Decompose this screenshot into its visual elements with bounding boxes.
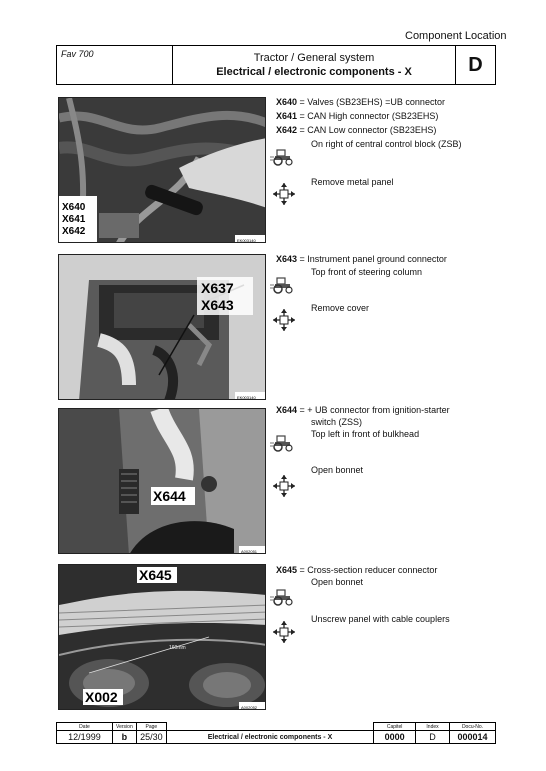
section-letter: D xyxy=(455,46,495,84)
footer-version: b xyxy=(112,731,136,744)
legend-line xyxy=(276,405,450,415)
photo-id: A002052 xyxy=(241,705,258,710)
footer-label-page: Page xyxy=(136,723,166,731)
connector-code: X644 xyxy=(276,405,298,415)
footer-title: Electrical / electronic components - X xyxy=(166,731,373,744)
photo-x645-x002 xyxy=(58,564,266,710)
four-way-arrows-icon xyxy=(272,308,296,332)
legend-line xyxy=(276,125,436,135)
footer-label-doc-no: Docu-No. xyxy=(450,723,496,731)
photo-label: X643 xyxy=(201,297,234,313)
location-text: Open bonnet xyxy=(311,577,364,587)
header-title-line1: Tractor / General system xyxy=(253,52,375,64)
connector-desc: = Cross-section reducer connector xyxy=(299,565,438,575)
connector-desc: = + UB connector from ignition-starter xyxy=(299,405,450,415)
photo-x637-x643 xyxy=(58,254,266,400)
photo-label: X002 xyxy=(85,689,118,705)
photo-id: EK003140 xyxy=(237,395,256,400)
connector-code: X642 xyxy=(276,125,298,135)
connector-code: X640 xyxy=(276,97,298,107)
photo-label: X642 xyxy=(62,226,86,237)
legend-line xyxy=(276,565,437,575)
photo-label: X641 xyxy=(62,214,86,225)
footer-date: 12/1999 xyxy=(57,731,113,744)
photo-x644 xyxy=(58,408,266,554)
action-text: Unscrew panel with cable couplers xyxy=(311,614,450,624)
legend-line xyxy=(276,111,438,121)
legend-line xyxy=(276,254,447,264)
component-location-heading: Component Location xyxy=(405,30,507,42)
document-header xyxy=(56,45,496,85)
header-title-line2: Electrical / electronic components - X xyxy=(216,66,412,78)
model-name: Fav 700 xyxy=(57,46,173,84)
photo-label: X644 xyxy=(153,488,186,504)
four-way-arrows-icon xyxy=(272,474,296,498)
four-way-arrows-icon xyxy=(272,182,296,206)
tractor-icon xyxy=(270,588,296,606)
connector-code: X641 xyxy=(276,111,298,121)
footer-label-version: Version xyxy=(112,723,136,731)
legend-line xyxy=(276,97,445,107)
photo-id: A002051 xyxy=(241,549,258,554)
footer-label-date: Date xyxy=(57,723,113,731)
tractor-icon xyxy=(270,434,296,452)
action-text: Open bonnet xyxy=(311,465,364,475)
action-text: Remove cover xyxy=(311,303,370,313)
footer-label-chapter: Capitel xyxy=(374,723,416,731)
footer-index: D xyxy=(416,731,450,744)
document-footer xyxy=(56,722,496,744)
connector-desc: = CAN Low connector (SB23EHS) xyxy=(299,125,437,135)
tractor-icon xyxy=(270,276,296,294)
tractor-icon xyxy=(270,148,296,166)
location-text: Top left in front of bulkhead xyxy=(311,429,420,439)
photo-label: X640 xyxy=(62,202,86,213)
action-text: Remove metal panel xyxy=(311,177,394,187)
connector-code: X643 xyxy=(276,254,298,264)
photo-id: EK003140 xyxy=(237,238,256,243)
footer-page: 25/30 xyxy=(136,731,166,744)
footer-label-blank xyxy=(166,723,373,731)
photo-x640-x642 xyxy=(58,97,266,243)
header-title xyxy=(173,46,455,84)
continuation-text: switch (ZSS) xyxy=(311,417,363,427)
location-text: On right of central control block (ZSB) xyxy=(311,139,462,149)
connector-desc: = Valves (SB23EHS) =UB connector xyxy=(299,97,445,107)
photo-label: X637 xyxy=(201,280,234,296)
connector-desc: = Instrument panel ground connector xyxy=(299,254,447,264)
photo-measure: 160mm xyxy=(169,645,186,651)
footer-chapter: 0000 xyxy=(374,731,416,744)
footer-label-index: Index xyxy=(416,723,450,731)
connector-desc: = CAN High connector (SB23EHS) xyxy=(299,111,439,121)
four-way-arrows-icon xyxy=(272,620,296,644)
photo-label: X645 xyxy=(139,567,172,583)
footer-doc-no: 000014 xyxy=(450,731,496,744)
location-text: Top front of steering column xyxy=(311,267,423,277)
connector-code: X645 xyxy=(276,565,298,575)
